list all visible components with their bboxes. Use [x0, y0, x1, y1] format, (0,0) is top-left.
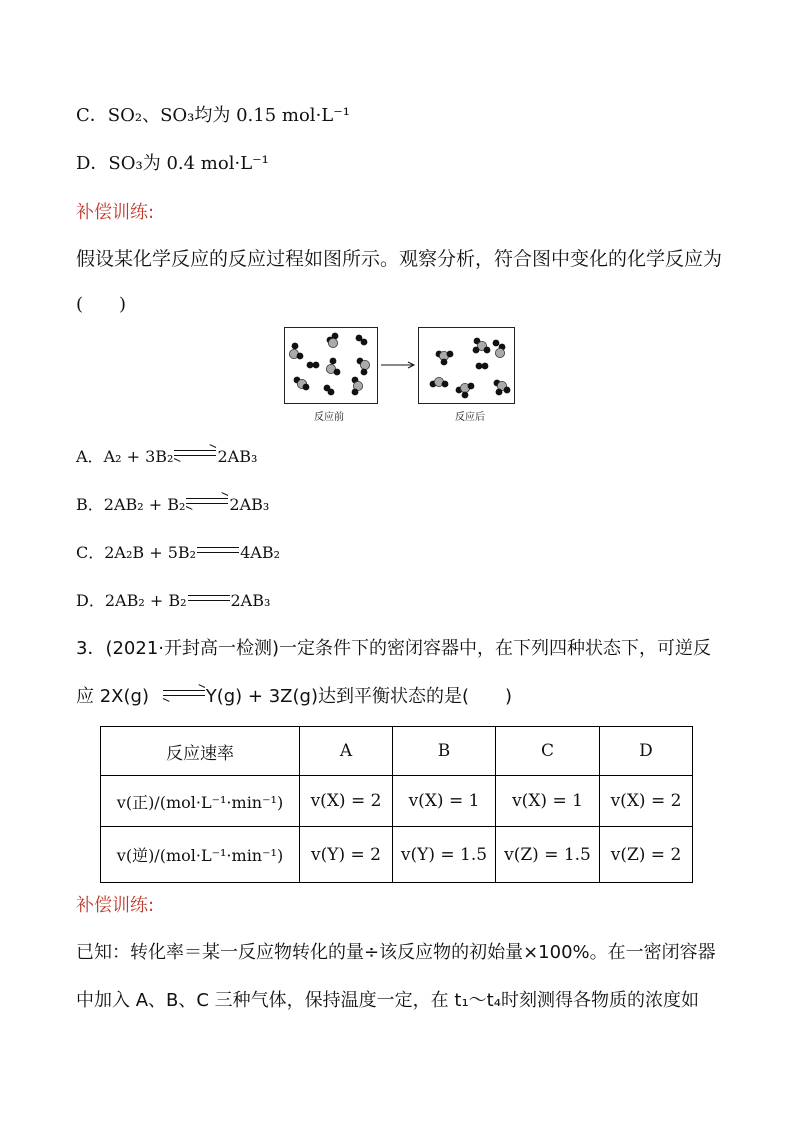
table-header-cell: B — [393, 727, 496, 776]
equation-lhs: A₂ + 3B₂ — [103, 447, 174, 466]
table-row — [101, 776, 693, 827]
option-a — [76, 444, 257, 467]
figure-after-caption: 反应后 — [455, 412, 485, 423]
equals-sign-icon — [197, 547, 239, 555]
question-3-line1: 3．(2021·开封高一检测)一定条件下的密闭容器中，在下列四种状态下，可逆反 — [76, 638, 712, 659]
table-cell: v(X) = 1 — [496, 776, 600, 827]
equation-lhs: 2AB₂ + B₂ — [103, 495, 186, 514]
table-cell: v(X) = 1 — [393, 776, 496, 827]
option-label: D． — [76, 591, 105, 610]
option-d — [76, 588, 270, 611]
option-c-top: C．SO₂、SO₃均为 0.15 mol·L⁻¹ — [76, 105, 350, 126]
table-row-label: v(正)/(mol·L⁻¹·min⁻¹) — [101, 776, 300, 827]
table-header-cell: 反应速率 — [101, 727, 300, 776]
option-c — [76, 540, 280, 563]
table-header-cell: D — [600, 727, 693, 776]
rate-table — [100, 726, 693, 883]
supplement-label-2: 补偿训练: — [76, 895, 155, 916]
table-row-label: v(逆)/(mol·L⁻¹·min⁻¹) — [101, 827, 300, 883]
figure-after-box — [418, 327, 515, 404]
figure-before-box — [284, 327, 378, 404]
table-header-cell: C — [496, 727, 600, 776]
equation-lhs: 2A₂B + 5B₂ — [104, 543, 197, 562]
equation-rhs: 2AB₃ — [229, 495, 270, 514]
option-label: C． — [76, 543, 105, 562]
question-3-suffix: Y(g) + 3Z(g)达到平衡状态的是( ) — [205, 686, 513, 707]
question-1-stem: 假设某化学反应的反应过程如图所示。观察分析，符合图中变化的化学反应为 — [76, 248, 723, 270]
equation-lhs: 2AB₂ + B₂ — [104, 591, 187, 610]
equation-rhs: 4AB₂ — [240, 543, 280, 562]
table-row — [101, 827, 693, 883]
question-3-prefix: 应 2X(g) — [76, 686, 149, 707]
table-cell: v(Y) = 1.5 — [393, 827, 496, 883]
equation-rhs: 2AB₃ — [217, 447, 258, 466]
question-3-line2 — [76, 682, 512, 708]
paragraph-line1: 已知：转化率＝某一反应物转化的量÷该反应物的初始量×100%。在一密闭容器 — [76, 942, 716, 963]
table-cell: v(Y) = 2 — [300, 827, 393, 883]
reaction-arrow-icon — [380, 360, 416, 370]
option-d-top: D．SO₃为 0.4 mol·L⁻¹ — [76, 153, 269, 174]
molecules-after-image — [419, 328, 514, 403]
question-1-paren: ( ) — [76, 294, 127, 315]
table-cell: v(Z) = 2 — [600, 827, 693, 883]
table-header-cell: A — [300, 727, 393, 776]
supplement-label-1: 补偿训练: — [76, 202, 155, 223]
table-cell: v(X) = 2 — [300, 776, 393, 827]
option-label: B． — [76, 495, 104, 514]
option-label: A． — [76, 447, 104, 466]
equation-rhs: 2AB₃ — [230, 591, 271, 610]
table-cell: v(Z) = 1.5 — [496, 827, 600, 883]
reversible-arrow-icon — [186, 496, 228, 508]
equals-sign-icon — [188, 595, 230, 603]
reversible-arrow-icon — [174, 448, 216, 460]
table-header-row — [101, 727, 693, 776]
paragraph-line2: 中加入 A、B、C 三种气体，保持温度一定，在 t₁～t₄时刻测得各物质的浓度如 — [76, 990, 699, 1011]
table-cell: v(X) = 2 — [600, 776, 693, 827]
molecules-before-image — [285, 328, 377, 403]
reversible-arrow-icon — [163, 688, 205, 700]
figure-before-caption: 反应前 — [314, 412, 344, 423]
option-b — [76, 492, 269, 515]
